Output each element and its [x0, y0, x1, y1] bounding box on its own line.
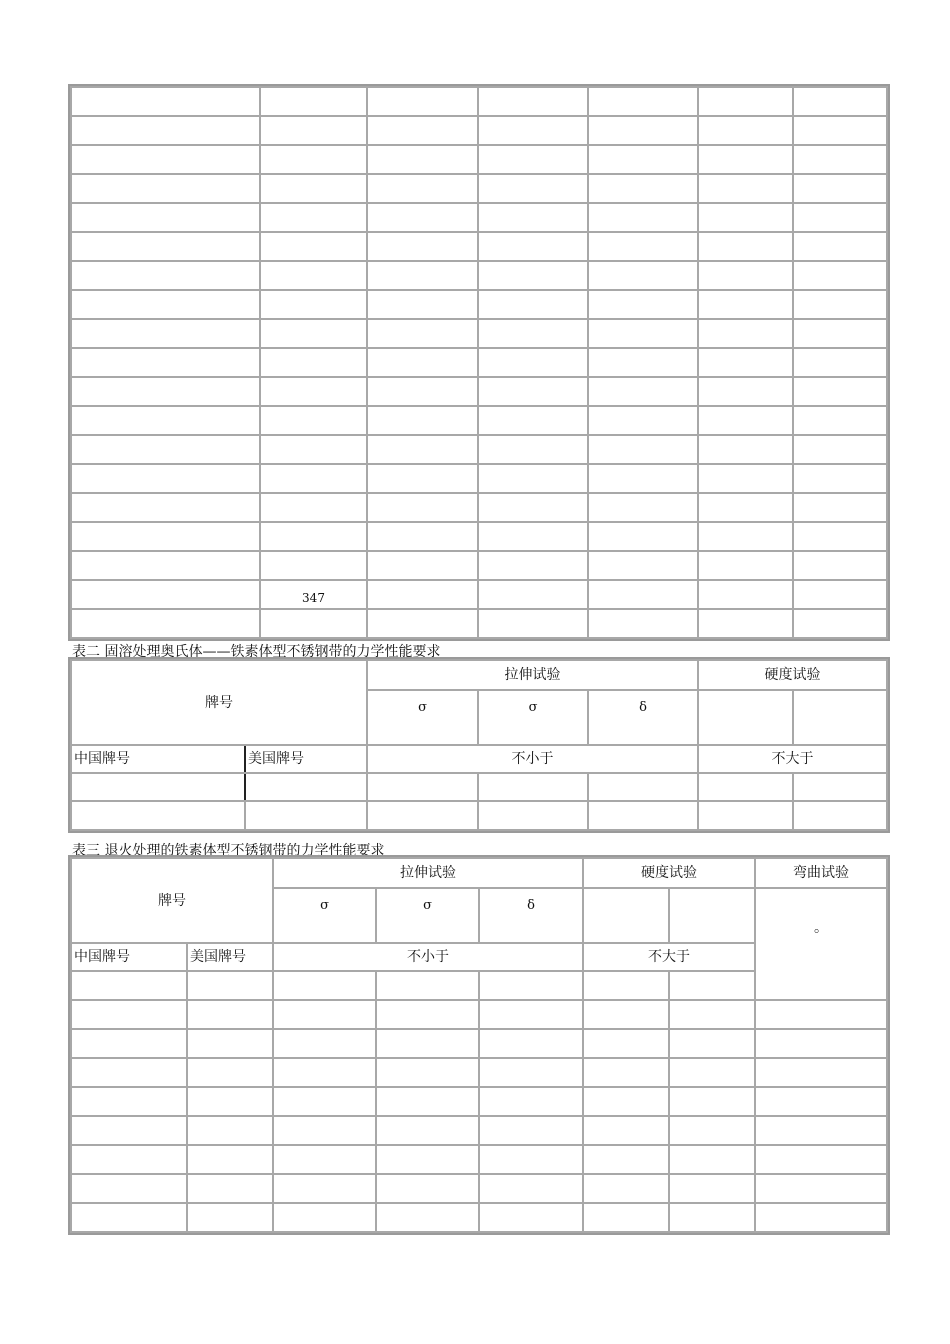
- sigma-s-header: σ: [478, 690, 588, 745]
- not-more-label: 不大于: [583, 943, 755, 971]
- table-row: [71, 551, 887, 580]
- table-2-grade-row: [71, 745, 887, 773]
- grade-header: 牌号: [71, 858, 273, 943]
- table-2-caption: 表二 固溶处理奥氏体——铁素体型不锈钢带的力学性能要求: [72, 644, 441, 660]
- table-row: [71, 290, 887, 319]
- china-grade-label: 中国牌号: [71, 943, 187, 971]
- table-row: [71, 1000, 887, 1029]
- table-row: [71, 145, 887, 174]
- table-row: [71, 435, 887, 464]
- table-3: [70, 857, 888, 1233]
- hardness-sub-2: [793, 690, 887, 745]
- table-2: [70, 659, 888, 831]
- table-row: [71, 580, 887, 609]
- us-grade-label: 美国牌号: [187, 943, 273, 971]
- table-row: [71, 377, 887, 406]
- tensile-test-header: 拉伸试验: [367, 660, 698, 690]
- not-less-label: 不小于: [367, 745, 698, 773]
- table-row: [71, 801, 887, 830]
- table-row: [71, 1087, 887, 1116]
- tensile-test-header: 拉伸试验: [273, 858, 583, 888]
- table-row: [71, 348, 887, 377]
- table-row: [71, 1058, 887, 1087]
- table-row: [71, 773, 887, 801]
- us-grade-label: 美国牌号: [245, 745, 367, 773]
- table-row: [71, 1029, 887, 1058]
- hardness-sub-1: [583, 888, 669, 943]
- table-row: [71, 87, 887, 116]
- table-1: [70, 86, 888, 639]
- table-row: [71, 203, 887, 232]
- table-2-header-row: [71, 660, 887, 690]
- hardness-test-header: 硬度试验: [583, 858, 755, 888]
- table-row: [71, 319, 887, 348]
- table-row: [71, 1145, 887, 1174]
- table-row: [71, 1116, 887, 1145]
- table-row: [71, 406, 887, 435]
- table-row: [71, 522, 887, 551]
- not-more-label: 不大于: [698, 745, 887, 773]
- hardness-test-header: 硬度试验: [698, 660, 887, 690]
- table-3-header-row: [71, 858, 887, 888]
- sigma-s-header: σ: [376, 888, 479, 943]
- table-row: [71, 493, 887, 522]
- bend-test-note: 。: [755, 888, 887, 1000]
- bend-test-header: 弯曲试验: [755, 858, 887, 888]
- table-row: [71, 1203, 887, 1232]
- delta-header: δ: [588, 690, 698, 745]
- table-row: [71, 1174, 887, 1203]
- china-grade-label: 中国牌号: [71, 745, 245, 773]
- hardness-sub-1: [698, 690, 793, 745]
- table-row: [71, 609, 887, 638]
- table-1-value-cell: 347: [260, 580, 367, 609]
- table-row: [71, 232, 887, 261]
- table-row: [71, 464, 887, 493]
- table-row: [71, 174, 887, 203]
- delta-header: δ: [479, 888, 583, 943]
- sigma-b-header: σ: [367, 690, 478, 745]
- not-less-label: 不小于: [273, 943, 583, 971]
- hardness-sub-2: [669, 888, 755, 943]
- table-row: [71, 116, 887, 145]
- sigma-b-header: σ: [273, 888, 376, 943]
- table-row: [71, 261, 887, 290]
- grade-header: 牌号: [71, 660, 367, 745]
- table-1-body: [71, 87, 887, 638]
- table-3-caption: 表三 退火处理的铁素体型不锈钢带的力学性能要求: [72, 843, 385, 859]
